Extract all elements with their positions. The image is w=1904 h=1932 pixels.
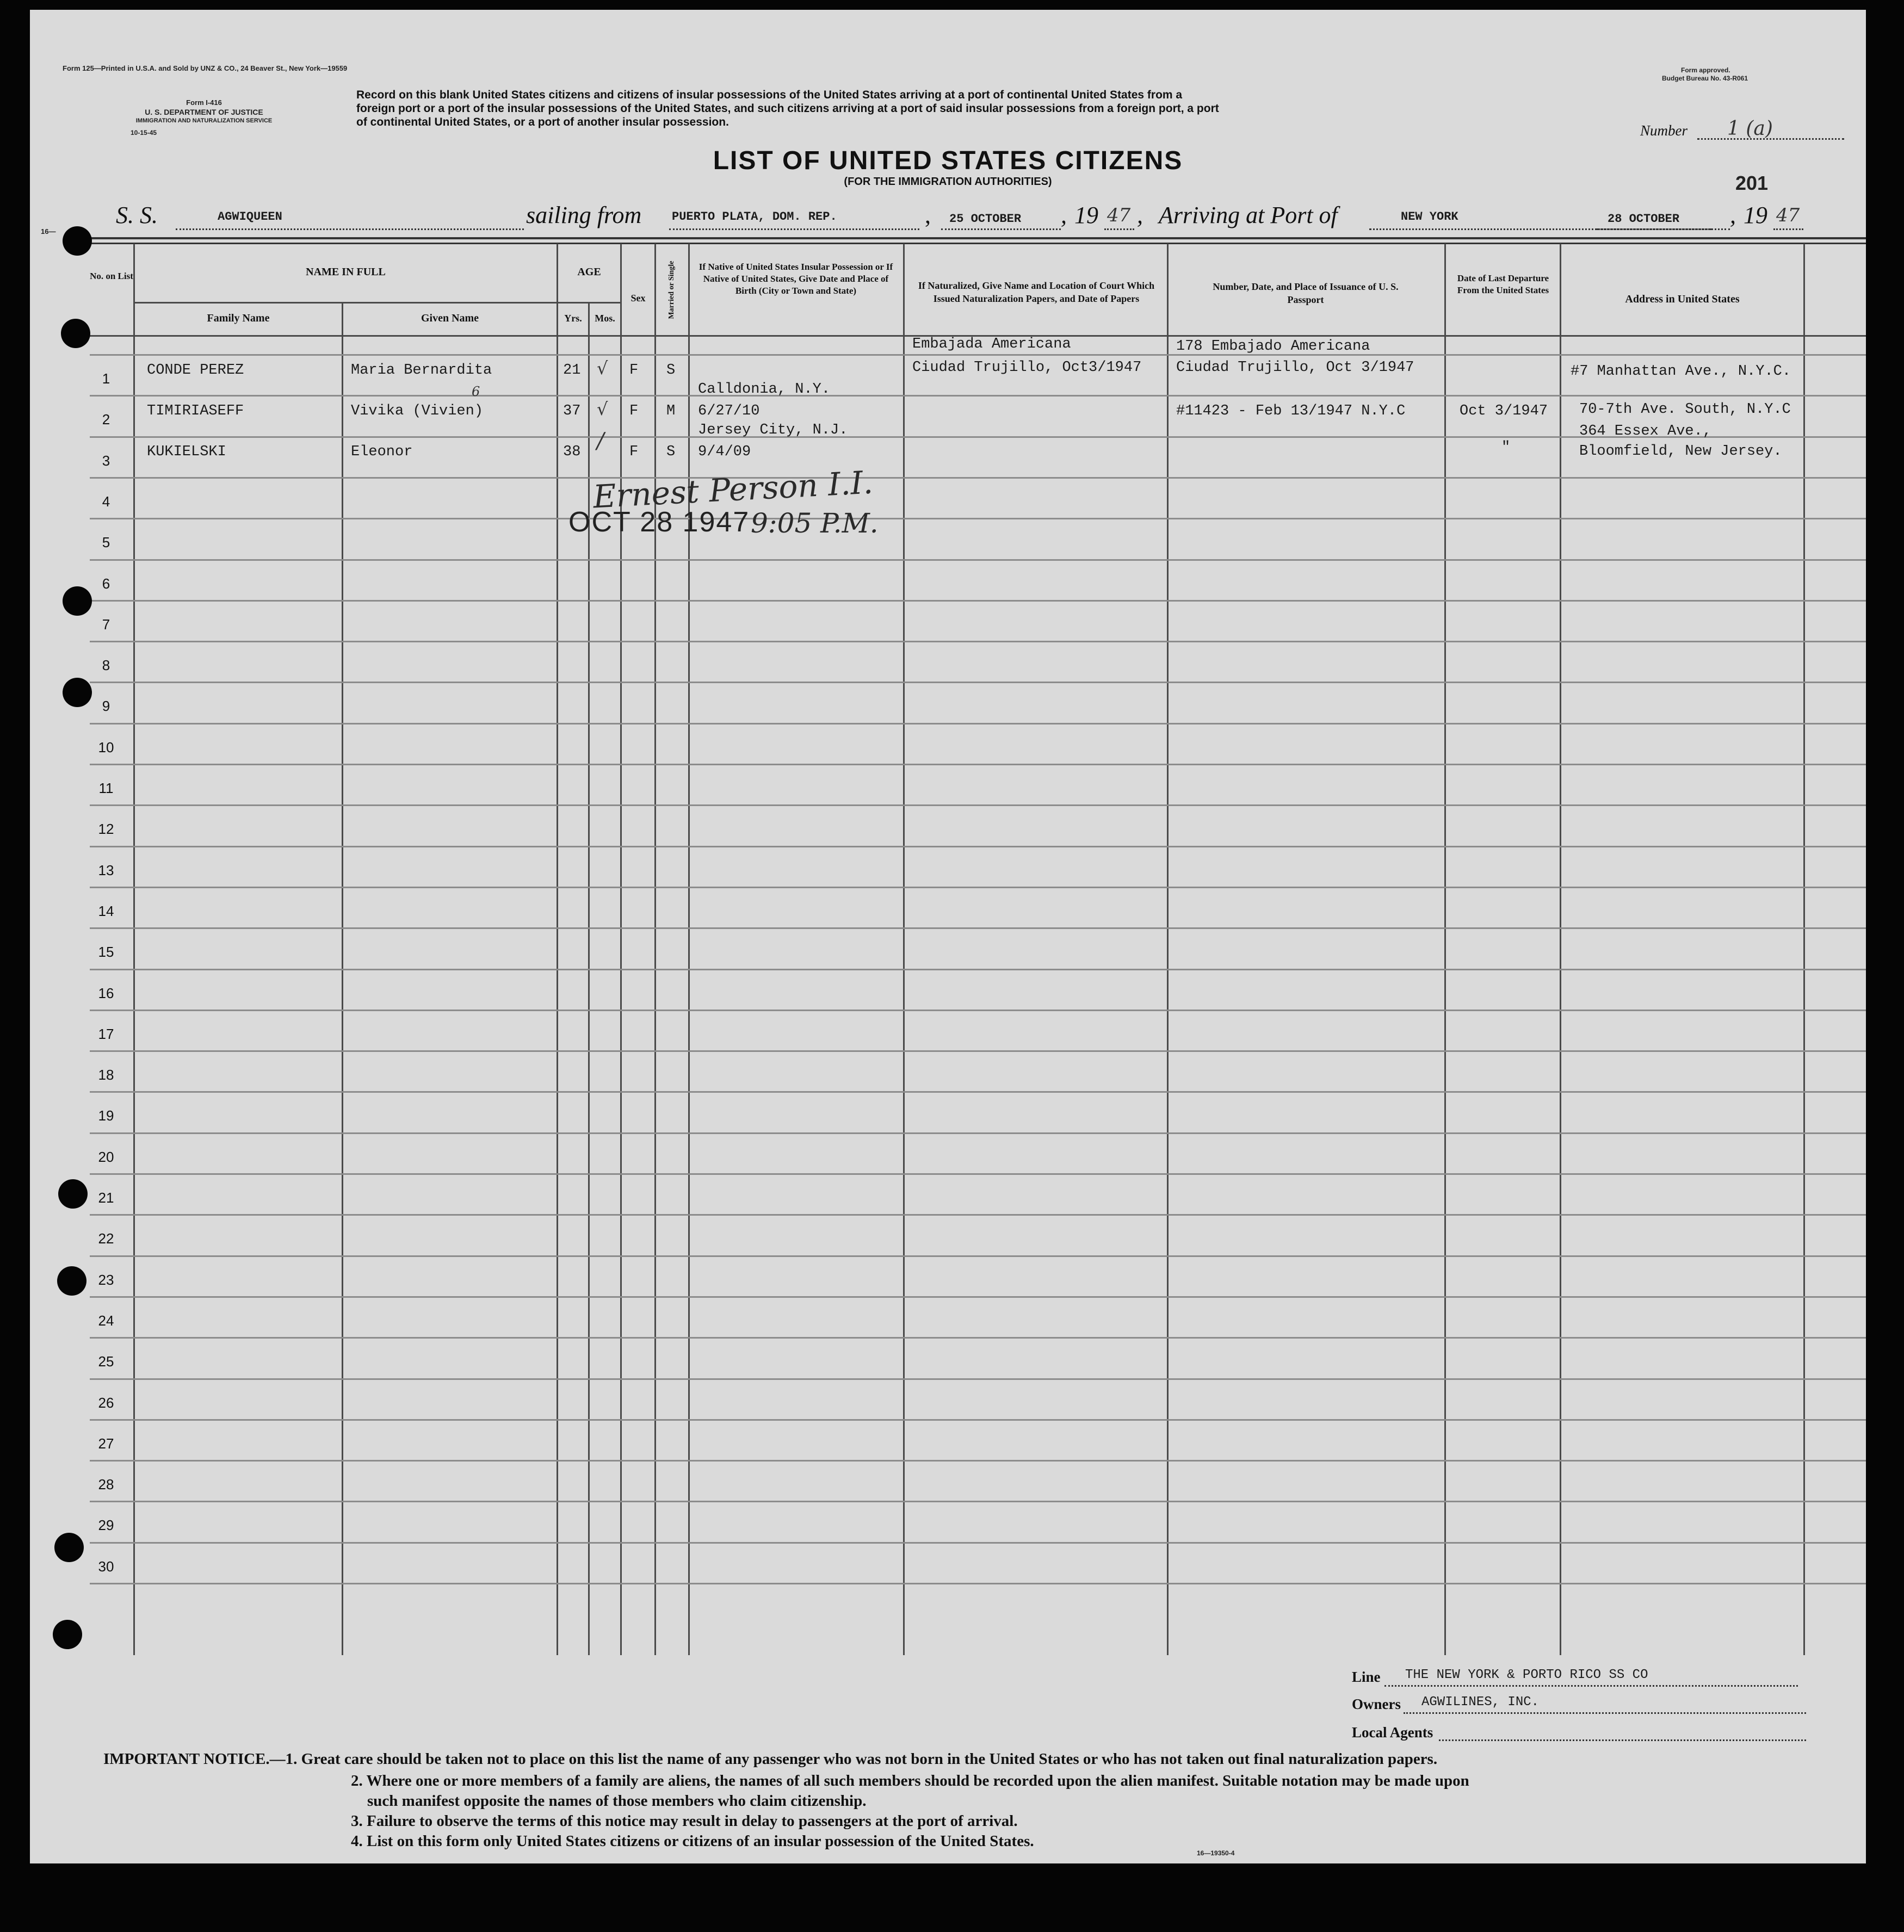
- row-rule: [90, 1010, 1866, 1011]
- year-prefix-to: 19: [1744, 202, 1767, 228]
- port-to: NEW YORK: [1401, 210, 1458, 224]
- p1-family: CONDE PEREZ: [147, 362, 244, 379]
- p2-given: Vivika (Vivien): [351, 403, 484, 419]
- row-number: 19: [98, 1107, 114, 1124]
- p3-birth-2: 9/4/09: [698, 444, 751, 460]
- inspection-stamp-date: OCT 28 1947: [568, 506, 750, 538]
- row-number: 24: [98, 1312, 114, 1329]
- row-number: 1: [102, 370, 110, 387]
- notice-2a: 2. Where one or more members of a family are aliens, the names of all such members should be recorded upon the alien manifest. Suitable notation may be made upon: [351, 1772, 1469, 1789]
- binder-hole: [53, 1620, 82, 1649]
- row-number: 10: [98, 739, 114, 756]
- row-number: 13: [98, 862, 114, 878]
- row-rule: [90, 1378, 1866, 1380]
- row-number: 16: [98, 985, 114, 1001]
- row-number: 2: [102, 411, 110, 428]
- row-number: 4: [102, 493, 110, 510]
- row-rule: [90, 927, 1866, 929]
- p3-departure: ": [1501, 439, 1511, 456]
- bottom-code: 16—19350-4: [1197, 1849, 1235, 1857]
- row-rule: [90, 1337, 1866, 1339]
- row-number: 12: [98, 821, 114, 837]
- row-rule: [90, 1255, 1866, 1257]
- line-label: Line: [1352, 1669, 1381, 1685]
- col-no-on-list: No. on List: [90, 271, 133, 281]
- col-family-name: Family Name: [207, 312, 270, 324]
- p3-address-2: Bloomfield, New Jersey.: [1579, 443, 1782, 460]
- p2-mos: √: [597, 399, 608, 419]
- page-title: LIST OF UNITED STATES CITIZENS: [713, 146, 1183, 175]
- col-married: Married or Single: [667, 261, 676, 319]
- port-from: PUERTO PLATA, DOM. REP.: [672, 210, 837, 224]
- row-number: 25: [98, 1353, 114, 1370]
- p2-departure: Oct 3/1947: [1460, 403, 1548, 419]
- date-from: 25 OCTOBER: [949, 212, 1022, 226]
- binder-hole: [58, 1179, 88, 1209]
- inspection-time: 9:05 P.M.: [751, 507, 879, 539]
- row-rule: [90, 764, 1866, 765]
- notice-2b: such manifest opposite the names of those members who claim citizenship.: [367, 1792, 867, 1810]
- col-yrs: Yrs.: [564, 313, 582, 324]
- service: IMMIGRATION AND NATURALIZATION SERVICE: [135, 117, 273, 124]
- binder-hole: [57, 1266, 86, 1296]
- owners-label: Owners: [1352, 1696, 1401, 1712]
- p1-given: Maria Bernardita: [351, 362, 492, 379]
- instruction-line-3: of continental United States, or a port of another insular possession.: [356, 116, 729, 128]
- sailing-from-label: sailing from: [526, 202, 642, 228]
- arriving-label: Arriving at Port of: [1159, 202, 1338, 228]
- col-sex: Sex: [630, 293, 646, 304]
- row-rule: [90, 518, 1866, 519]
- row-number: 9: [102, 698, 110, 714]
- row-number: 14: [98, 903, 114, 919]
- binder-hole: [63, 678, 92, 707]
- row-rule: [90, 1542, 1866, 1544]
- col-passport: Number, Date, and Place of Issuance of U. S. Passport: [1213, 281, 1399, 305]
- department: U. S. DEPARTMENT OF JUSTICE: [145, 108, 263, 116]
- row-rule: [90, 477, 1866, 479]
- col-native: If Native of United States Insular Possession or If Native of United States, Give Date and Place of Birth (City or Town and State): [698, 262, 893, 296]
- row-number: 15: [98, 944, 114, 960]
- notice-1: —1. Great care should be taken not to place on this list the name of any passenger who was not born in the United States or who has not taken out final naturalization papers.: [269, 1750, 1438, 1768]
- binder-hole: [54, 1533, 84, 1562]
- col-address: Address in United States: [1625, 293, 1740, 305]
- page-subtitle: (FOR THE IMMIGRATION AUTHORITIES): [844, 176, 1052, 188]
- p3-yrs: 38: [563, 444, 581, 460]
- p3-mos: /: [597, 429, 604, 454]
- p3-birth-1: Jersey City, N.J.: [698, 422, 848, 438]
- local-agents-label: Local Agents: [1352, 1724, 1433, 1741]
- p2-birth-1: Calldonia, N.Y.: [698, 381, 831, 398]
- row-rule: [90, 1583, 1866, 1584]
- row-number: 8: [102, 657, 110, 673]
- row-rule: [90, 395, 1866, 397]
- year-prefix-from: 19: [1074, 202, 1098, 228]
- binder-hole: [61, 319, 90, 348]
- row-number: 6: [102, 575, 110, 592]
- binder-hole: [63, 226, 92, 256]
- p2-given-note: 6: [472, 384, 480, 399]
- approval-line-1: Form approved.: [1681, 66, 1730, 74]
- row-number: 30: [98, 1558, 114, 1575]
- row-rule: [90, 969, 1866, 970]
- col-naturalized: If Naturalized, Give Name and Location of Court Which Issued Naturalization Papers, and Date of Papers: [918, 280, 1155, 304]
- col-age: AGE: [577, 266, 601, 278]
- col-name-in-full: NAME IN FULL: [306, 266, 386, 278]
- p1-passport-1: 178 Embajado Americana: [1176, 338, 1370, 355]
- manifest-sheet: Form 125—Printed in U.S.A. and Sold by UNZ & CO., 24 Beaver St., New York—19559 Form I-416 U. S. DEPARTMENT OF JUSTICE IMMIGRATION AND NATURALIZATION SERVICE 10-15-45 Form approved. Budget Bureau No. 43-R061 Record on this blank United States citizens and citizens of insular possessions of the United States arriving at a port of continental United States from a foreign port or a port of the insular possessions of the United States, and such citizens arriving at a port of said insular possessions from a foreign port, a port of continental United States, or a port of another insular possession. Number 1 (a) 201 LIST OF UNITED STATES CITIZENS (FOR THE IMMIGRATION AUTHORITIES) S. S. AGWIQUEEN sailing from PUERTO PLATA, DOM. REP. , 25 OCTOBER , 19 47 , Arriving at Port of NEW YORK 28 OCTOBER , 19 47 16— No. on List NAME IN FULL Family Name Given Name AGE Yrs. Mos. Sex Married or Single If Native of United States Insular Possession or If Native of United States, Give Date and Place of Birth (City or Town and State) If Naturalized, Give Name and Location of Court Which Issued Naturalization Papers, and Date of Papers Number, Date, and Place of Issuance of U. S. Passport Date of Last Departure From the United States Address in United States 1 2 3 4 5 6 7 8 9 10 11 12 13 14 15 16 17 18 19 20 21 22 23 24 25 26 27 28 29 30 CONDE PEREZ Maria Bernardita 21 √ F S Embajada Americana Ciudad Trujillo, Oct3/1947 178 Embajado Americana Ciudad Trujillo, Oct 3/1947 #7 Manhattan Ave., N.Y.C. TIMIRIASEFF Vivika (Vivien) 6 37 √ F M Calldonia, N.Y. 6/27/10 #11423 - Feb 13/1947 N.Y.C Oct 3/1947 70-7th Ave. South, N.Y.C KUKIELSKI Eleonor 38 / F S Jersey City, N.J. 9/4/09 " 364 Essex Ave., Bloomfield, New Jersey. Ernest Person I.I. OCT 28 1947 9:05 P.M. Line THE NEW YORK & PORTO RICO SS CO Owners AGWILINES, INC. Local Agents IMPORTANT NOTICE.—1. Great care should be taken not to place on this list the name of any passenger who was not born in the United States or who has not taken out final naturalization papers. 2. Where one or more members of a family are aliens, the names of all such members should be recorded upon the alien manifest. Suitable notation may be made upon such manifest opposite the names of those members who claim citizenship. 3. Failure to observe the terms of this notice may result in delay to passengers at the port of arrival. 4. List on this form only United States citizens or citizens of an insular possession of the United States. 16—19350-4: [30, 10, 1866, 1863]
- p2-address-1: 70-7th Ave. South, N.Y.C: [1579, 401, 1791, 418]
- page-number: 201: [1735, 172, 1769, 194]
- row-rule: [90, 354, 1866, 356]
- owners-value: AGWILINES, INC.: [1421, 1695, 1540, 1710]
- number-value: 1 (a): [1727, 117, 1773, 140]
- p2-passport-1: #11423 - Feb 13/1947 N.Y.C: [1176, 403, 1406, 419]
- row-rule: [90, 1173, 1866, 1175]
- p2-yrs: 37: [563, 403, 581, 419]
- instruction-line-2: foreign port or a port of the insular possessions of the United States, and such citizens arriving at a port of said insular possessions from a foreign port, a port: [356, 102, 1219, 115]
- row-number: 21: [98, 1190, 114, 1206]
- row-number: 29: [98, 1517, 114, 1533]
- p1-naturalized-1: Embajada Americana: [912, 336, 1071, 352]
- p3-marital: S: [666, 444, 676, 460]
- row-rule: [90, 1419, 1866, 1421]
- row-rule: [90, 600, 1866, 602]
- p1-passport-2: Ciudad Trujillo, Oct 3/1947: [1176, 360, 1414, 376]
- row-number: 17: [98, 1026, 114, 1042]
- printer-line: Form 125—Printed in U.S.A. and Sold by UNZ & CO., 24 Beaver St., New York—19559: [63, 64, 348, 72]
- p1-marital: S: [666, 362, 676, 379]
- inspector-signature: Ernest Person I.I.: [592, 463, 874, 516]
- p3-sex: F: [629, 444, 639, 460]
- p1-address-1: #7 Manhattan Ave., N.Y.C.: [1571, 363, 1791, 380]
- row-rule: [90, 682, 1866, 683]
- binder-hole: [63, 586, 92, 616]
- ship-name: AGWIQUEEN: [218, 210, 282, 224]
- row-number: 11: [98, 780, 114, 796]
- p2-family: TIMIRIASEFF: [147, 403, 244, 419]
- row-number: 22: [98, 1230, 114, 1247]
- margin-code: 16—: [41, 227, 56, 236]
- row-rule: [90, 1296, 1866, 1298]
- row-number: 18: [98, 1067, 114, 1083]
- notice-title: IMPORTANT NOTICE.: [103, 1750, 270, 1768]
- p3-address-1: 364 Essex Ave.,: [1579, 423, 1712, 439]
- line-value: THE NEW YORK & PORTO RICO SS CO: [1405, 1668, 1648, 1682]
- row-rule: [90, 1501, 1866, 1502]
- date-to: 28 OCTOBER: [1608, 212, 1680, 226]
- row-number: 23: [98, 1272, 114, 1288]
- p2-birth-2: 6/27/10: [698, 403, 760, 419]
- year-from: 47: [1107, 205, 1131, 226]
- row-rule: [90, 1091, 1866, 1093]
- row-rule: [90, 1460, 1866, 1462]
- row-rule: [90, 887, 1866, 888]
- p1-naturalized-2: Ciudad Trujillo, Oct3/1947: [912, 360, 1142, 376]
- col-departure: Date of Last Departure From the United States: [1457, 273, 1549, 295]
- p1-yrs: 21: [563, 362, 581, 379]
- p2-sex: F: [629, 403, 639, 419]
- ss-label: S. S.: [116, 202, 158, 228]
- row-rule: [90, 1132, 1866, 1134]
- p2-marital: M: [666, 403, 676, 419]
- row-number: 5: [102, 534, 110, 550]
- notice-3: 3. Failure to observe the terms of this notice may result in delay to passengers at the port of arrival.: [351, 1812, 1018, 1830]
- col-given-name: Given Name: [421, 312, 479, 324]
- p3-family: KUKIELSKI: [147, 444, 226, 460]
- row-rule: [90, 559, 1866, 561]
- notice-4: 4. List on this form only United States citizens or citizens of an insular possession of the United States.: [351, 1832, 1034, 1850]
- row-number: 7: [102, 616, 110, 633]
- row-number: 20: [98, 1149, 114, 1165]
- year-to: 47: [1776, 205, 1800, 226]
- approval-line-2: Budget Bureau No. 43-R061: [1662, 75, 1748, 82]
- row-rule: [90, 1050, 1866, 1052]
- p1-mos: √: [597, 358, 608, 379]
- form-date: 10-15-45: [131, 129, 157, 137]
- row-rule: [90, 804, 1866, 806]
- row-number: 26: [98, 1395, 114, 1411]
- row-rule: [90, 723, 1866, 725]
- row-rule: [90, 1214, 1866, 1216]
- row-number: 28: [98, 1476, 114, 1493]
- col-mos: Mos.: [595, 313, 615, 324]
- number-label: Number: [1640, 122, 1687, 139]
- p1-sex: F: [629, 362, 639, 379]
- p3-given: Eleonor: [351, 444, 413, 460]
- form-number: Form I-416: [186, 98, 222, 107]
- row-number: 3: [102, 453, 110, 469]
- row-rule: [90, 641, 1866, 642]
- instruction-line-1: Record on this blank United States citizens and citizens of insular possessions of the United States arriving at a port of continental United States from a: [356, 89, 1183, 101]
- row-number: 27: [98, 1435, 114, 1452]
- row-rule: [90, 846, 1866, 847]
